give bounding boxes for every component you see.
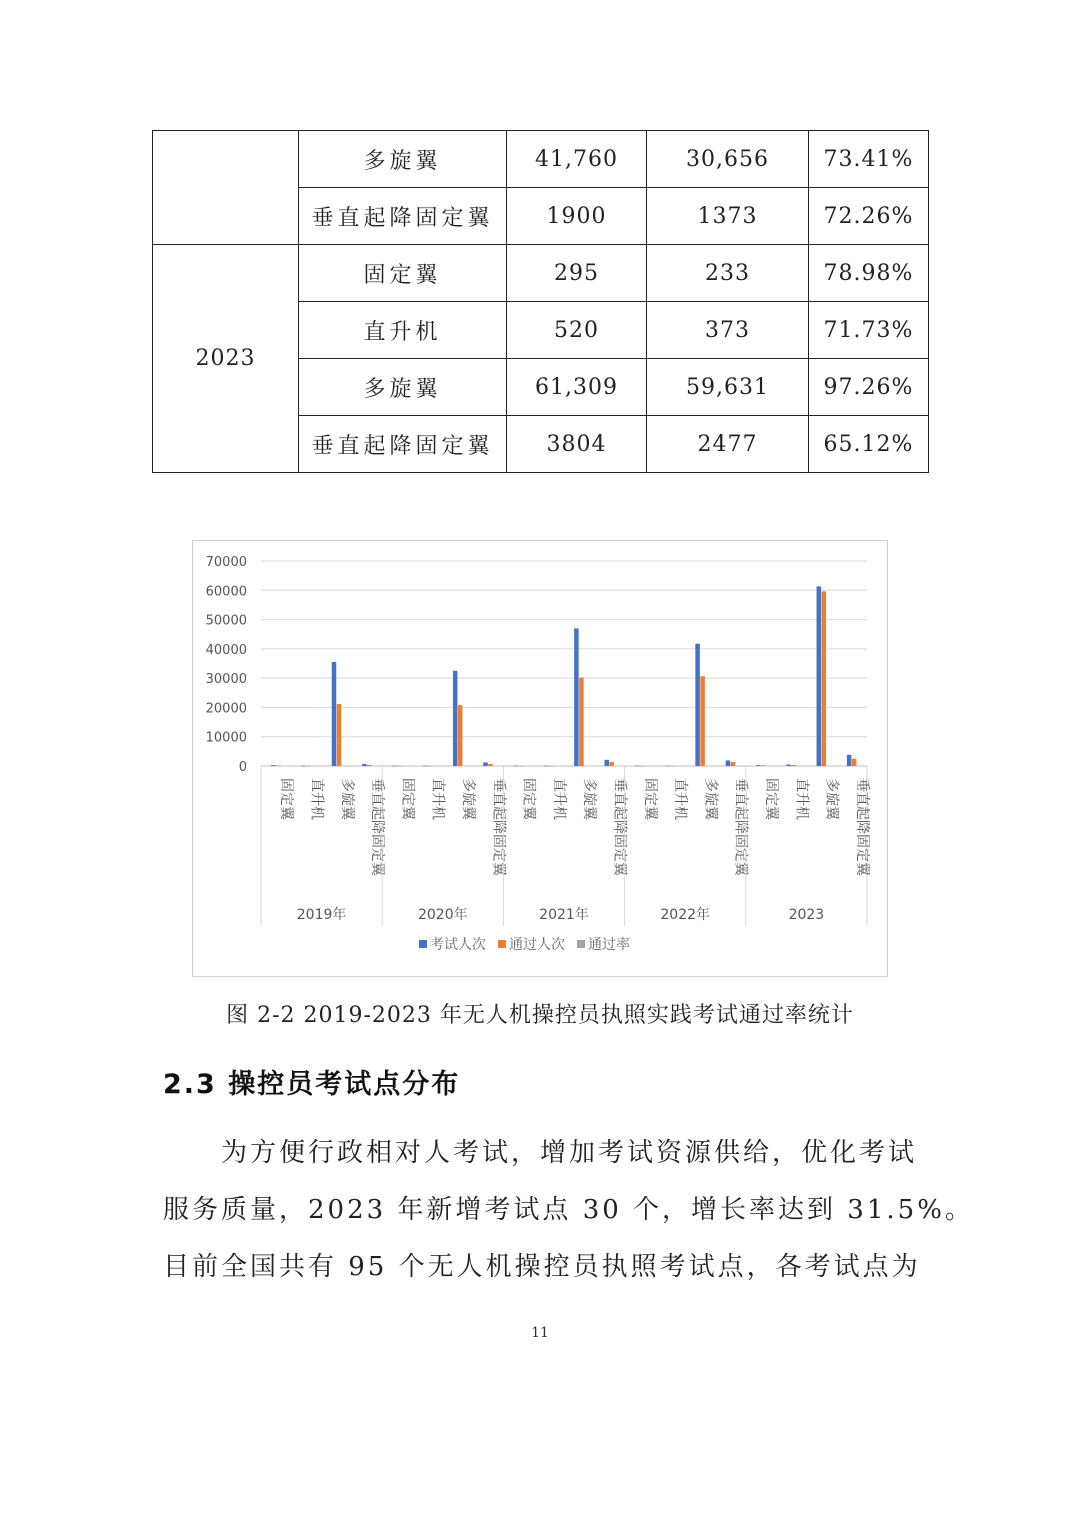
x-category-label: 固定翼 xyxy=(520,778,537,820)
bar-通过人次 xyxy=(488,764,493,766)
aircraft-type-cell: 多旋翼 xyxy=(299,131,507,188)
bar-考试人次 xyxy=(756,765,761,766)
bar-通过人次 xyxy=(458,705,463,766)
aircraft-type-cell: 多旋翼 xyxy=(299,359,507,416)
y-tick-label: 0 xyxy=(238,760,247,775)
bar-考试人次 xyxy=(453,671,458,766)
bar-通过人次 xyxy=(700,676,705,766)
bar-考试人次 xyxy=(514,766,519,767)
pass-rate-cell: 72.26% xyxy=(809,188,929,245)
x-category-label: 直升机 xyxy=(429,778,446,820)
pass-rate-cell: 78.98% xyxy=(809,245,929,302)
x-category-label: 直升机 xyxy=(672,778,689,820)
pass-rate-cell: 65.12% xyxy=(809,416,929,473)
bar-通过人次 xyxy=(609,762,614,766)
year-cell xyxy=(153,131,299,245)
exam-count-cell: 3804 xyxy=(507,416,647,473)
bar-考试人次 xyxy=(544,766,549,767)
legend-swatch xyxy=(498,940,506,948)
pass-count-cell: 233 xyxy=(647,245,809,302)
bar-通过人次 xyxy=(337,704,342,766)
bar-考试人次 xyxy=(423,766,428,767)
y-tick-label: 70000 xyxy=(205,555,247,570)
pass-count-cell: 30,656 xyxy=(647,131,809,188)
x-category-label: 直升机 xyxy=(550,778,567,820)
bar-考试人次 xyxy=(332,662,337,766)
table-row xyxy=(153,131,929,188)
body-text-line: 目前全国共有 95 个无人机操控员执照考试点，各考试点为 xyxy=(163,1252,921,1282)
x-category-label: 多旋翼 xyxy=(581,778,598,820)
y-tick-label: 10000 xyxy=(205,730,247,746)
bar-通过人次 xyxy=(640,766,645,767)
x-category-label: 垂直起降固定翼 xyxy=(611,778,628,876)
x-group-label: 2022年 xyxy=(660,907,711,923)
bar-考试人次 xyxy=(847,755,852,766)
y-tick-label: 40000 xyxy=(205,642,247,658)
x-group-label: 2021年 xyxy=(539,907,589,923)
bar-通过人次 xyxy=(519,766,524,767)
legend-label: 通过人次 xyxy=(509,937,565,953)
bar-通过人次 xyxy=(549,766,554,767)
y-tick-label: 20000 xyxy=(205,701,247,717)
bar-通过人次 xyxy=(397,766,402,767)
exam-count-cell: 41,760 xyxy=(507,131,647,188)
bar-考试人次 xyxy=(392,766,397,767)
pass-rate-cell: 97.26% xyxy=(809,359,929,416)
x-category-label: 多旋翼 xyxy=(459,778,476,820)
pass-count-cell: 2477 xyxy=(647,416,809,473)
bar-考试人次 xyxy=(301,766,306,767)
year-cell: 2023 xyxy=(153,245,299,473)
x-category-label: 直升机 xyxy=(308,778,325,820)
x-category-label: 固定翼 xyxy=(762,778,779,820)
x-category-label: 固定翼 xyxy=(278,778,295,820)
body-text-line: 为方便行政相对人考试，增加考试资源供给，优化考试 xyxy=(221,1138,918,1168)
bar-通过人次 xyxy=(761,765,766,766)
pass-count-cell: 373 xyxy=(647,302,809,359)
y-tick-label: 60000 xyxy=(205,584,247,600)
exam-count-cell: 295 xyxy=(507,245,647,302)
legend-label: 考试人次 xyxy=(430,937,486,953)
x-category-label: 多旋翼 xyxy=(823,778,840,820)
bar-通过人次 xyxy=(306,766,311,767)
aircraft-type-cell: 固定翼 xyxy=(299,245,507,302)
legend-swatch xyxy=(419,940,427,948)
bar-考试人次 xyxy=(604,760,609,766)
x-group-label: 2023 xyxy=(788,907,825,923)
exam-statistics-table xyxy=(152,130,929,473)
bar-考试人次 xyxy=(786,764,791,766)
bar-考试人次 xyxy=(817,586,822,766)
exam-count-cell: 520 xyxy=(507,302,647,359)
y-tick-label: 30000 xyxy=(205,672,247,688)
legend-label: 通过率 xyxy=(588,937,630,953)
exam-count-cell: 61,309 xyxy=(507,359,647,416)
body-text-line: 服务质量，2023 年新增考试点 30 个，增长率达到 31.5%。 xyxy=(163,1195,974,1225)
x-category-label: 固定翼 xyxy=(399,778,416,820)
bar-考试人次 xyxy=(362,764,367,766)
legend-swatch xyxy=(577,940,585,948)
bar-考试人次 xyxy=(726,760,731,766)
x-group-label: 2019年 xyxy=(296,907,347,923)
bar-考试人次 xyxy=(665,766,670,767)
bar-通过人次 xyxy=(822,591,827,766)
pass-rate-cell: 73.41% xyxy=(809,131,929,188)
bar-通过人次 xyxy=(579,678,584,766)
bar-通过人次 xyxy=(367,765,372,766)
x-category-label: 垂直起降固定翼 xyxy=(732,778,749,876)
pass-rate-chart xyxy=(192,540,888,977)
x-category-label: 垂直起降固定翼 xyxy=(853,778,870,876)
aircraft-type-cell: 垂直起降固定翼 xyxy=(299,416,507,473)
bar-通过人次 xyxy=(731,762,736,766)
bar-通过人次 xyxy=(670,766,675,767)
bar-通过人次 xyxy=(791,765,796,766)
pass-rate-cell: 71.73% xyxy=(809,302,929,359)
x-category-label: 垂直起降固定翼 xyxy=(369,778,386,876)
figure-caption: 图 2-2 2019-2023 年无人机操控员执照实践考试通过率统计 xyxy=(226,1003,854,1028)
section-heading: 2.3 操控员考试点分布 xyxy=(163,1069,461,1100)
pass-count-cell: 1373 xyxy=(647,188,809,245)
bar-考试人次 xyxy=(574,628,579,766)
page-number: 11 xyxy=(531,1325,549,1341)
x-group-label: 2020年 xyxy=(417,907,468,923)
table-row xyxy=(153,245,929,302)
chart-canvas xyxy=(193,541,887,976)
bar-通过人次 xyxy=(428,766,433,767)
x-category-label: 固定翼 xyxy=(641,778,658,820)
x-category-label: 多旋翼 xyxy=(702,778,719,820)
bar-通过人次 xyxy=(852,759,857,766)
x-category-label: 垂直起降固定翼 xyxy=(490,778,507,876)
aircraft-type-cell: 直升机 xyxy=(299,302,507,359)
bar-考试人次 xyxy=(635,766,640,767)
exam-count-cell: 1900 xyxy=(507,188,647,245)
x-category-label: 多旋翼 xyxy=(338,778,355,820)
pass-count-cell: 59,631 xyxy=(647,359,809,416)
bar-考试人次 xyxy=(271,765,276,766)
bar-考试人次 xyxy=(695,644,700,766)
bar-考试人次 xyxy=(483,762,488,766)
y-tick-label: 50000 xyxy=(205,613,247,629)
aircraft-type-cell: 垂直起降固定翼 xyxy=(299,188,507,245)
bar-通过人次 xyxy=(276,765,281,766)
x-category-label: 直升机 xyxy=(793,778,810,820)
